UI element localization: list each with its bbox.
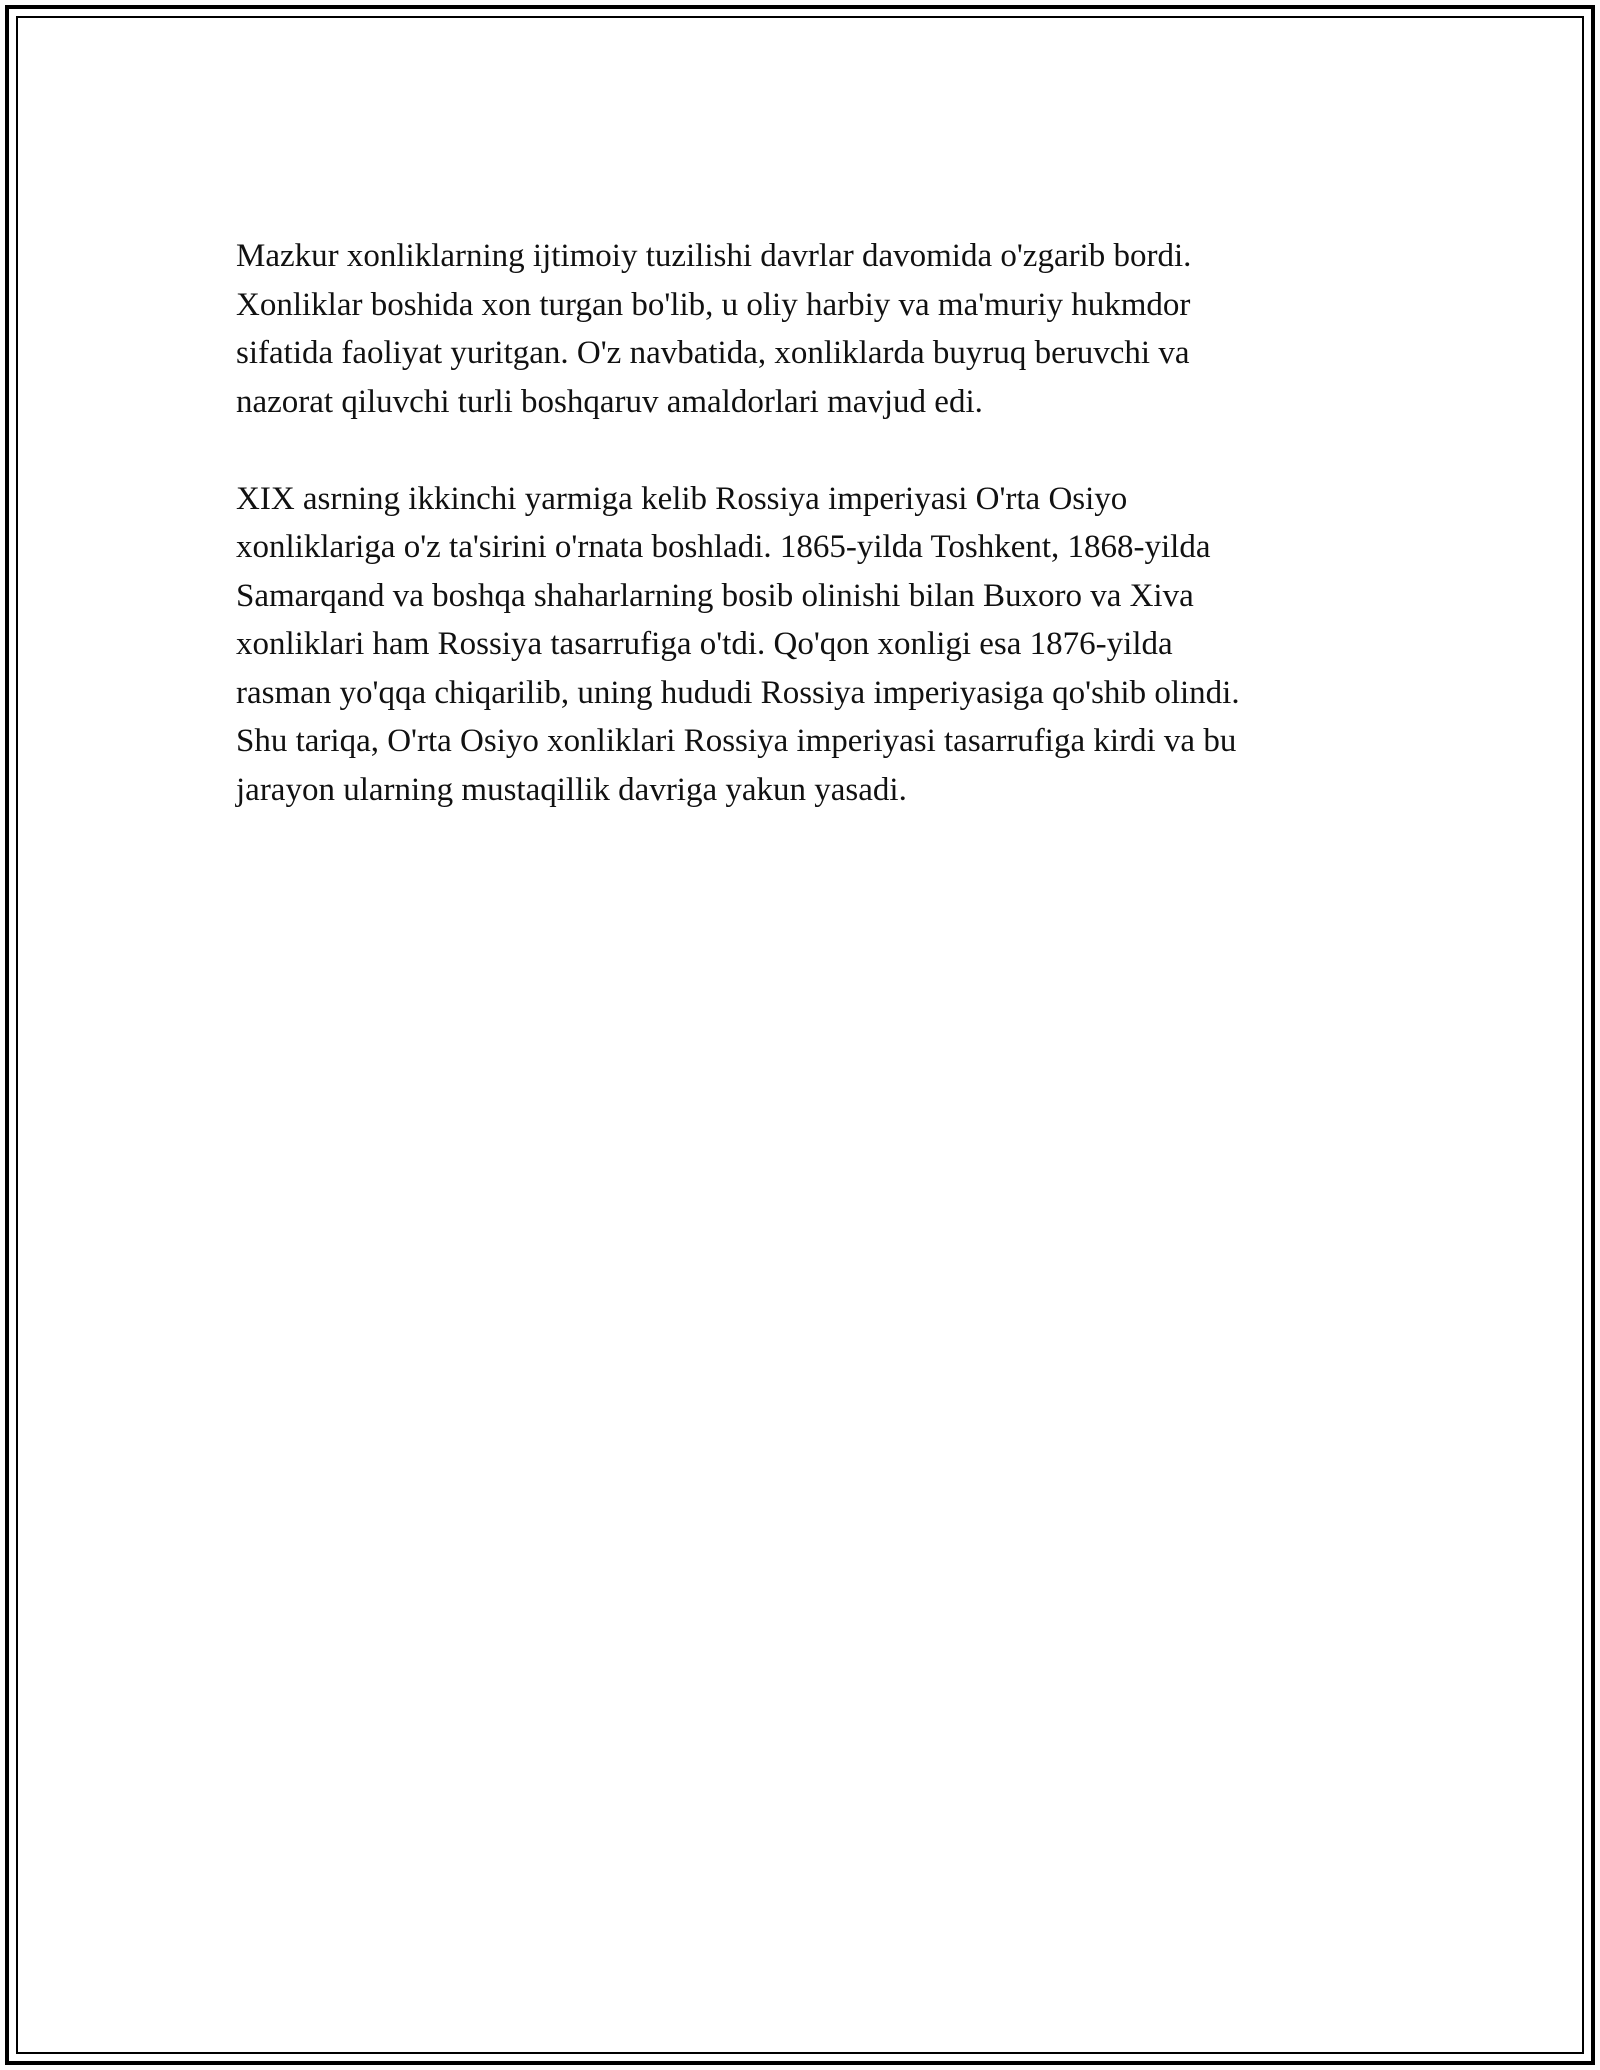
text-line: jarayon ularning mustaqillik davriga yakun yasadi. [236, 771, 907, 808]
text-line: Samarqand va boshqa shaharlarning bosib olinishi bilan Buxoro va Xiva [236, 577, 1194, 614]
text-line: XIX asrning ikkinchi yarmiga kelib Rossiya imperiyasi O'rta Osiyo [236, 480, 1128, 517]
text-line: sifatida faoliyat yuritgan. O'z navbatida, xonliklarda buyruq beruvchi va [236, 335, 1190, 371]
text-line: Mazkur xonliklarning ijtimoiy tuzilishi davrlar davomida o'zgarib bordi. [236, 238, 1192, 274]
text-line: xonliklari ham Rossiya tasarrufiga o'tdi. Qo'qon xonligi esa 1876-yilda [236, 626, 1173, 662]
text-line: rasman yo'qqa chiqarilib, uning hududi Rossiya imperiyasiga qo'shib olindi. [236, 674, 1240, 711]
paragraph-2 [236, 475, 1416, 815]
paragraph-1 [236, 232, 1416, 426]
text-line: nazorat qiluvchi turli boshqaruv amaldorlari mavjud edi. [236, 383, 983, 420]
text-line: Shu tariqa, O'rta Osiyo xonliklari Rossiya imperiyasi tasarrufiga kirdi va bu [236, 723, 1237, 759]
document-body [236, 232, 1416, 863]
text-line: xonliklariga o'z ta'sirini o'rnata boshladi. 1865-yilda Toshkent, 1868-yilda [236, 529, 1211, 565]
text-line: Xonliklar boshida xon turgan bo'lib, u oliy harbiy va ma'muriy hukmdor [236, 286, 1191, 323]
